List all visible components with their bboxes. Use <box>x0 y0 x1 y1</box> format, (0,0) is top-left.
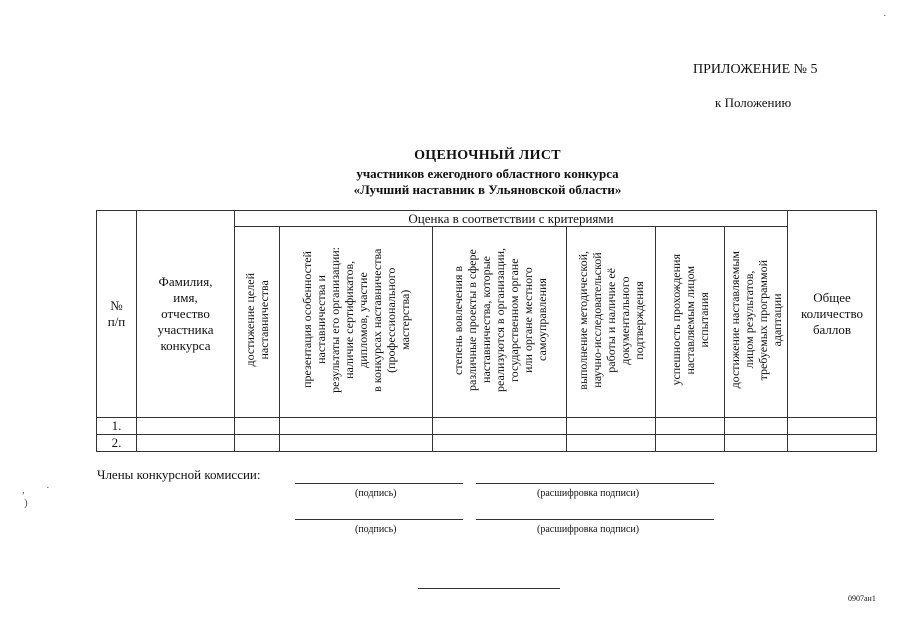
commission-label: Члены конкурсной комиссии: <box>97 467 261 482</box>
document-code: 0907ан1 <box>848 594 876 603</box>
criterion-2-label: презентация особенностей наставничества и результаты его организации: наличие сертификатов, дипломов, участие в конкурсах наставничества (профессионального мастерства) <box>300 247 412 393</box>
criterion-6-label: достижение наставляемым лицом результатов, требуемых программой адаптации <box>728 251 784 389</box>
decoding-caption-1: (расшифровка подписи) <box>537 488 640 499</box>
total-cell-1 <box>788 418 877 435</box>
name-cell-2 <box>137 435 235 452</box>
name-header: Фамилия, имя, отчество участника конкурса <box>137 211 235 418</box>
signature-caption-1: (подпись) <box>355 488 397 499</box>
scan-mark: · <box>883 10 887 22</box>
criterion-4-label: выполнение методической, научно-исследовательской работы и наличие её документального подтверждения <box>576 250 646 390</box>
scan-mark: · <box>46 482 50 494</box>
signature-line-2 <box>295 519 463 520</box>
score-cell <box>656 435 725 452</box>
document-subtitle-line-1: участников ежегодного областного конкурса <box>356 166 619 181</box>
bottom-line <box>418 588 560 589</box>
signature-caption-2: (подпись) <box>355 524 397 535</box>
document-subtitle-line-2: «Лучший наставник в Ульяновской области» <box>353 182 622 197</box>
criterion-1-cell <box>235 227 280 418</box>
scan-mark: ) <box>24 497 28 509</box>
criterion-3-cell <box>433 227 567 418</box>
score-cell <box>280 435 433 452</box>
score-cell <box>280 418 433 435</box>
criterion-5-label: успешность прохождения наставляемым лицом испытания <box>669 254 711 386</box>
score-cell <box>235 418 280 435</box>
score-cell <box>567 418 656 435</box>
score-cell <box>433 418 567 435</box>
decoding-line-2 <box>476 519 714 520</box>
signature-line-1 <box>295 483 463 484</box>
criterion-5-cell <box>656 227 725 418</box>
decoding-line-1 <box>476 483 714 484</box>
row-number-2: 2. <box>97 435 137 452</box>
score-cell <box>656 418 725 435</box>
table-row <box>97 418 877 435</box>
name-cell-1 <box>137 418 235 435</box>
evaluation-table <box>96 210 877 452</box>
total-score-header: Общее количество баллов <box>788 211 877 418</box>
criterion-6-cell <box>725 227 788 418</box>
table-row <box>97 435 877 452</box>
appendix-label: ПРИЛОЖЕНИЕ № 5 <box>693 62 818 77</box>
scan-mark: , <box>22 484 25 496</box>
score-cell <box>725 435 788 452</box>
number-header: № п/п <box>97 211 137 418</box>
criterion-2-cell <box>280 227 433 418</box>
regulation-label: к Положению <box>715 95 792 110</box>
row-number-1: 1. <box>97 418 137 435</box>
criterion-3-label: степень вовлечения в различные проекты в сфере наставничества, которые реализуются в организации, государственном органе или органе местного самоуправления <box>450 248 549 392</box>
criterion-1-label: достижение целей наставничества <box>243 273 271 367</box>
score-cell <box>567 435 656 452</box>
score-cell <box>725 418 788 435</box>
decoding-caption-2: (расшифровка подписи) <box>537 524 640 535</box>
criteria-header: Оценка в соответствии с критериями <box>235 211 788 227</box>
score-cell <box>235 435 280 452</box>
criterion-4-cell <box>567 227 656 418</box>
score-cell <box>433 435 567 452</box>
document-title: ОЦЕНОЧНЫЙ ЛИСТ <box>414 148 561 163</box>
total-cell-2 <box>788 435 877 452</box>
